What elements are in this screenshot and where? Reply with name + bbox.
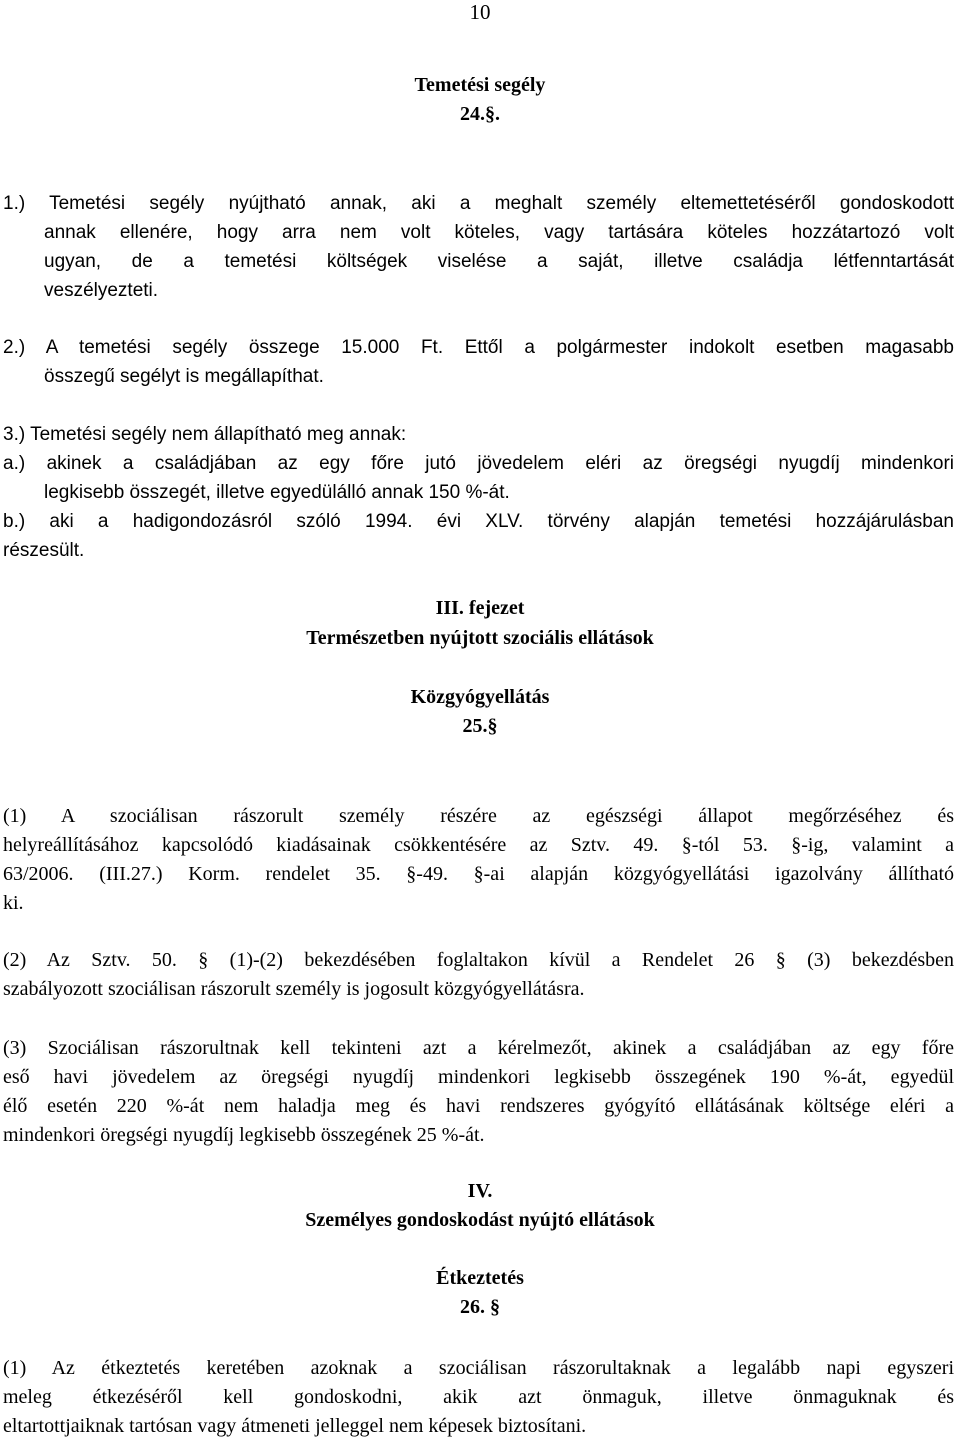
kozgyogy-p3-line1: (3) Szociálisan rászorultnak kell tekinteni azt a kérelmezőt, akinek a családjában az egy főre — [3, 1037, 954, 1059]
kozgyogy-p3-line2: eső havi jövedelem az öregségi nyugdíj mindenkori legkisebb összegének 190 %-át, egyedül — [3, 1066, 954, 1088]
section-number-26: 26. § — [460, 1296, 500, 1318]
temetesi-pb-line1: b.) aki a hadigondozásról szóló 1994. évi XLV. törvény alapján temetési hozzájárulásban — [3, 511, 954, 532]
etkeztetes-p1-line3: eltartottjaiknak tartósan vagy átmeneti jelleggel nem képesek biztosítani. — [3, 1415, 587, 1437]
temetesi-pb-line2: részesült. — [3, 540, 85, 561]
temetesi-p1-line3: ugyan, de a temetési költségek viselése a saját, illetve családja létfenntartását — [44, 251, 954, 272]
kozgyogy-p3-line4: mindenkori öregségi nyugdíj legkisebb összegének 25 %-át. — [3, 1124, 485, 1146]
chapter-number-3: III. fejezet — [435, 597, 525, 619]
temetesi-pa-line1: a.) akinek a családjában az egy főre jutó jövedelem eléri az öregségi nyugdíj mindenkori — [3, 453, 954, 474]
etkeztetes-p1-line2: meleg étkezéséről kell gondoskodni, akik azt önmaguk, illetve önmaguknak és — [3, 1386, 954, 1408]
kozgyogy-p1-line4: ki. — [3, 892, 24, 914]
temetesi-pa-line2: legkisebb összegét, illetve egyedülálló annak 150 %-át. — [44, 482, 510, 503]
section-title-temetesi: Temetési segély — [414, 74, 546, 96]
kozgyogy-p1-line3: 63/2006. (III.27.) Korm. rendelet 35. §-49. §-ai alapján közgyógyellátási igazolvány állítható — [3, 863, 954, 885]
temetesi-p3-line: 3.) Temetési segély nem állapítható meg annak: — [3, 424, 407, 445]
temetesi-p2-line1: 2.) A temetési segély összege 15.000 Ft. Ettől a polgármester indokolt esetben magasabb — [3, 337, 954, 358]
chapter-number-4: IV. — [467, 1180, 493, 1202]
kozgyogy-p1-line1: (1) A szociálisan rászorult személy részére az egészségi állapot megőrzéséhez és — [3, 805, 954, 827]
kozgyogy-p2-line1: (2) Az Sztv. 50. § (1)-(2) bekezdésében foglaltakon kívül a Rendelet 26 § (3) bekezdésben — [3, 949, 954, 971]
temetesi-p1-line2: annak ellenére, hogy arra nem volt köteles, vagy tartására köteles hozzátartozó volt — [44, 222, 954, 243]
temetesi-p2-line2: összegű segélyt is megállapíthat. — [44, 366, 324, 387]
chapter-title-4: Személyes gondoskodást nyújtó ellátások — [305, 1209, 655, 1231]
section-title-etkeztetes: Étkeztetés — [436, 1267, 524, 1289]
section-number-24: 24.§. — [460, 103, 500, 125]
kozgyogy-p2-line2: szabályozott szociálisan rászorult személy is jogosult közgyógyellátásra. — [3, 978, 585, 1000]
section-title-kozgyogy: Közgyógyellátás — [410, 686, 550, 708]
chapter-title-3: Természetben nyújtott szociális ellátások — [306, 627, 654, 649]
etkeztetes-p1-line1: (1) Az étkeztetés keretében azoknak a szociálisan rászorultaknak a legalább napi egyszeri — [3, 1357, 954, 1379]
temetesi-p1-line4: veszélyezteti. — [44, 280, 159, 301]
kozgyogy-p1-line2: helyreállításához kapcsolódó kiadásainak csökkentésére az Sztv. 49. §-tól 53. §-ig, valamint a — [3, 834, 954, 856]
kozgyogy-p3-line3: élő esetén 220 %-át nem haladja meg és havi rendszeres gyógyító ellátásának költsége eléri a — [3, 1095, 954, 1117]
temetesi-p1-line1: 1.) Temetési segély nyújtható annak, aki a meghalt személy eltemettetéséről gondoskodott — [3, 193, 954, 214]
page-number: 10 — [469, 0, 491, 24]
section-number-25: 25.§ — [462, 715, 498, 737]
